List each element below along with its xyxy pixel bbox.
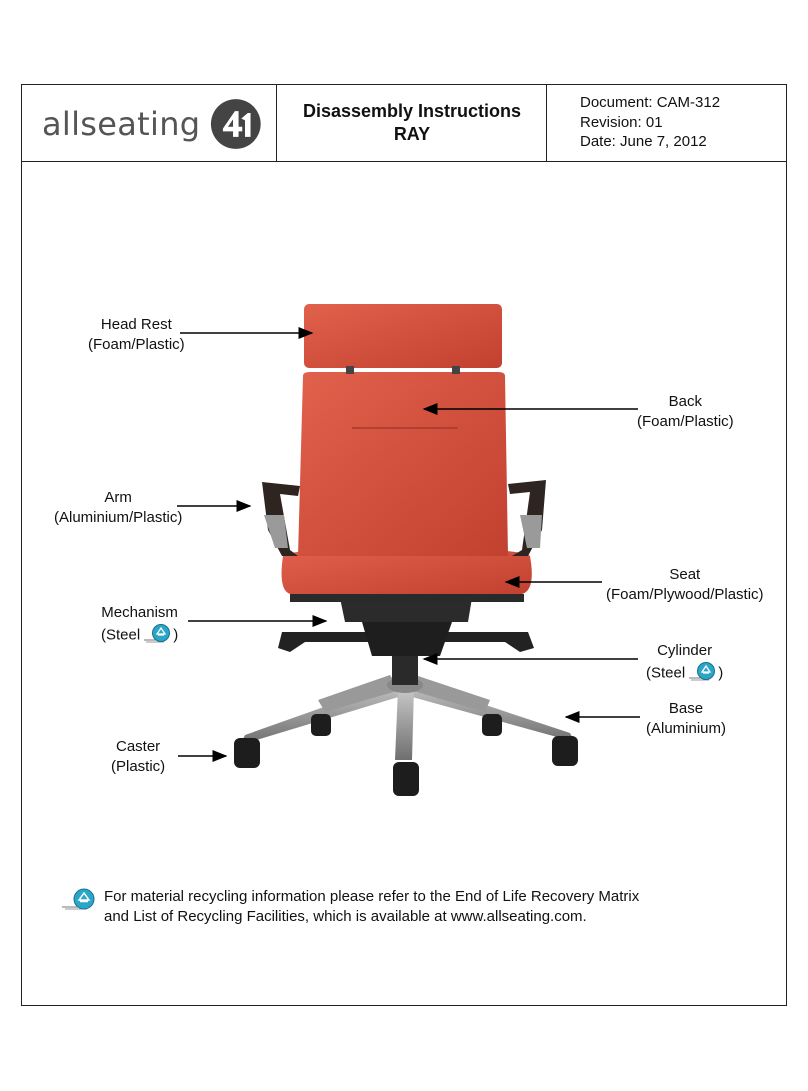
recycling-note-line-1: For material recycling information please refer to the End of Life Recovery Matrix <box>104 888 640 905</box>
recycle-icon <box>144 623 172 649</box>
revision-number: Revision: 01 <box>580 113 663 131</box>
recycling-note <box>62 887 639 926</box>
recycling-note-line-2: and List of Recycling Facilities, which is available at www.allseating.com. <box>104 907 587 925</box>
label-back-material: (Foam/Plastic) <box>637 412 734 430</box>
label-mechanism <box>101 603 178 648</box>
label-arm-name: Arm <box>104 489 132 506</box>
label-head-rest-name: Head Rest <box>100 316 172 333</box>
header-divider-right <box>546 85 547 161</box>
header-divider <box>22 161 786 162</box>
label-seat-material: (Foam/Plywood/Plastic) <box>606 585 764 603</box>
label-cylinder <box>646 641 723 686</box>
label-caster <box>111 737 165 776</box>
document-meta <box>580 93 720 152</box>
label-base-material: (Aluminium) <box>646 719 727 737</box>
logo-mark-icon <box>210 96 262 152</box>
title-line-2: RAY <box>393 124 431 144</box>
label-back-name: Back <box>668 393 703 410</box>
allseating-logo <box>42 94 262 154</box>
logo-wordmark <box>42 105 200 143</box>
label-arm <box>54 488 182 527</box>
label-caster-material: (Plastic) <box>111 757 166 775</box>
label-seat <box>606 565 764 604</box>
label-seat-name: Seat <box>669 566 701 583</box>
label-mechanism-material <box>101 623 178 649</box>
label-cylinder-material <box>646 661 723 687</box>
label-arm-material: (Aluminium/Plastic) <box>54 508 183 526</box>
document-date: Date: June 7, 2012 <box>580 133 707 150</box>
label-base-name: Base <box>668 700 704 717</box>
title-line-1: Disassembly Instructions <box>302 101 522 121</box>
label-cylinder-material-prefix: (Steel <box>646 664 686 682</box>
recycle-icon <box>689 661 717 687</box>
document-number: Document: CAM-312 <box>580 94 721 111</box>
document-frame <box>21 84 787 1006</box>
label-mechanism-name: Mechanism <box>101 604 178 621</box>
logo-prefix: all <box>42 105 81 143</box>
label-back <box>637 392 734 431</box>
label-head-rest <box>88 315 185 354</box>
label-base <box>646 699 726 738</box>
logo-suffix: seating <box>80 105 201 143</box>
recycling-note-text <box>104 887 639 926</box>
label-head-rest-material: (Foam/Plastic) <box>88 335 185 353</box>
label-mechanism-material-suffix: ) <box>173 626 179 644</box>
document-title <box>278 85 546 161</box>
recycle-icon <box>62 887 98 916</box>
header-divider-left <box>276 85 277 161</box>
label-cylinder-name: Cylinder <box>657 642 713 659</box>
label-cylinder-material-suffix: ) <box>718 664 724 682</box>
label-caster-name: Caster <box>115 738 161 755</box>
label-mechanism-material-prefix: (Steel <box>101 626 141 644</box>
